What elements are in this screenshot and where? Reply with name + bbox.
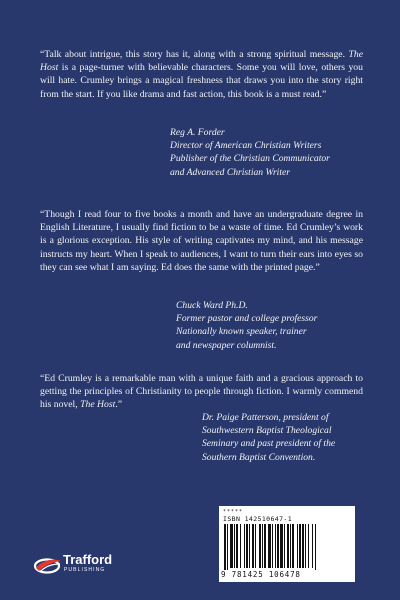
endorsement-quote-forder [40,48,363,101]
barcode-bar [262,524,263,568]
barcode-bar [287,524,289,568]
publisher-name: Trafford [63,552,113,567]
attribution-name: Chuck Ward Ph.D. [176,300,248,311]
book-title: The Host [40,49,363,74]
attribution-ward [176,299,317,352]
attribution-forder [170,126,330,179]
endorsement-quote-patterson [40,372,363,412]
attribution-line: and Advanced Christian Writer [170,166,291,178]
attribution-line: Former pastor and college professor [176,313,318,325]
barcode-bar [234,524,235,568]
endorsement-quote-ward [40,208,363,274]
price-marks: ***** [223,509,244,515]
trafford-swoosh-icon [33,552,63,576]
attribution-line: and newspaper columnist. [176,339,277,351]
quote-text: “Talk about intrigue, this story has it, along with a strong spiritual message. The Host is a page-turner with believable characters. Some you will love, others you will hate. Crumley brings a magical freshness that draws you into the story right from the start. If you like drama and fast action, this book is a must read.” [40,49,363,100]
book-title: The Host [80,399,116,411]
barcode-bar [255,524,256,568]
barcode-bars [223,524,351,570]
barcode-bar [292,524,294,568]
quote-text: “Ed Crumley is a remarkable man with a unique faith and a gracious approach to getting the principles of Christianity to people through fiction. I warmly commend his novel, The Host.” [40,373,363,411]
barcode-bar [280,524,283,568]
barcode-bar [259,524,261,568]
attribution-name: Dr. Paige Patterson, president of [202,412,329,423]
barcode-bar [315,524,316,570]
attribution-line: Publisher of the Christian Communicator [170,153,330,165]
barcode-bar [227,524,228,570]
barcode-bar [224,524,226,570]
quote-text: “Though I read four to five books a month and have an undergraduate degree in English Literature, I usually find fiction to be a waste of time. Ed Crumley’s work is a glorious exception. His style of writing captivates my mind, and his message instructs my heart. When I speak to audiences, I want to turn their ears into eyes so they can see what I am saying. Ed does the same with the printed page.” [40,209,363,273]
attribution-line: Seminary and past president of the [202,438,336,450]
barcode-bar [244,524,245,568]
barcode-bar [277,524,279,568]
barcode-bar [299,524,301,568]
barcode-bar [264,524,266,568]
barcode-bar [272,524,273,568]
barcode-bar [302,524,304,568]
attribution-name: Reg A. Forder [170,127,225,138]
barcode-bar [308,524,309,568]
attribution-line: Southwestern Baptist Theological [202,425,332,437]
publisher-tagline: PUBLISHING [64,567,106,573]
attribution-line: Southern Baptist Convention. [202,451,316,463]
barcode-bar [297,524,298,568]
barcode-bar [268,524,271,568]
attribution-patterson [202,411,335,464]
attribution-line: Nationally known speaker, trainer [176,326,307,338]
ean-digits: 9 781425 106478 [221,570,301,579]
attribution-line: Director of American Christian Writers [170,140,322,152]
barcode-bar [249,524,250,568]
barcode-bar [290,524,291,568]
publisher-logo [33,552,113,581]
isbn-number: ISBN 142510647-1 [223,515,293,523]
barcode-bar [305,524,306,568]
isbn-barcode [219,506,355,582]
barcode-bar [275,524,276,568]
barcode-bar [252,524,254,568]
barcode-bar [312,524,313,568]
barcode-bar [236,524,238,568]
barcode-bar [240,524,241,568]
barcode-bar [246,524,248,568]
barcode-bar [284,524,285,568]
barcode-bar [230,524,233,568]
